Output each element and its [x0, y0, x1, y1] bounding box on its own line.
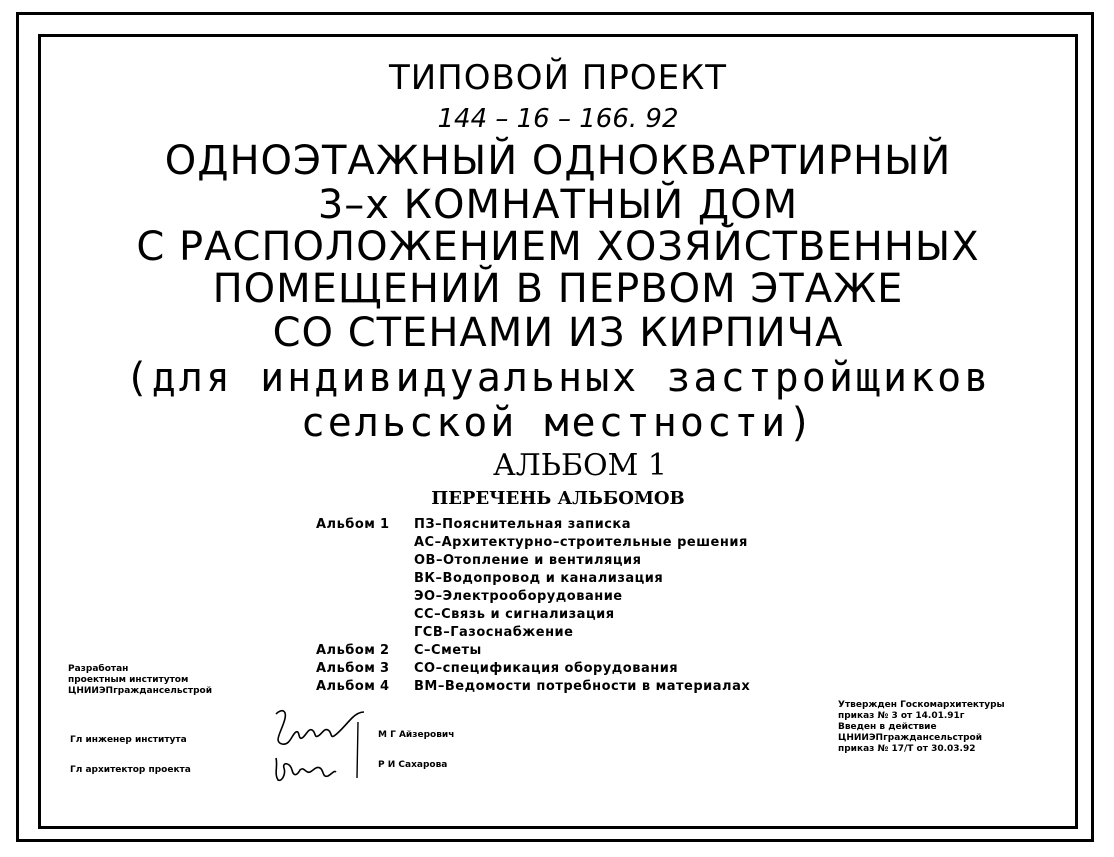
- project-code: 144 – 16 – 166. 92: [437, 104, 679, 134]
- chief-engineer-role: Гл инженер института: [70, 735, 187, 745]
- album-1-item-ss: СС–Связь и сигнализация: [414, 607, 615, 622]
- album-1-item-ov: ОВ–Отопление и вентиляция: [414, 553, 642, 568]
- title-line-1: ОДНОЭТАЖНЫЙ ОДНОКВАРТИРНЫЙ: [164, 138, 952, 184]
- title-line-2: 3–х КОМНАТНЫЙ ДОМ: [317, 182, 799, 228]
- engineer-signature: [268, 704, 368, 750]
- album-4-label: Альбом: [316, 679, 376, 694]
- project-type-heading: ТИПОВОЙ ПРОЕКТ: [388, 58, 728, 98]
- developer-block: [68, 664, 212, 697]
- approval-line-2: приказ № 3 от 14.01.91г: [838, 711, 965, 721]
- album-1-item-vk: ВК–Водопровод и канализация: [414, 571, 664, 586]
- title-line-5: СО СТЕНАМИ ИЗ КИРПИЧА: [272, 310, 844, 356]
- approval-line-5: приказ № 17/Т от 30.03.92: [838, 744, 976, 754]
- album-2-number: 2: [380, 643, 390, 658]
- developer-line-1: Разработан: [68, 664, 129, 674]
- album-1-item-eo: ЭО–Электрооборудование: [414, 589, 623, 604]
- album-1-label: Альбом: [316, 517, 376, 532]
- developer-line-2: проектным институтом: [68, 675, 189, 685]
- album-list-heading: ПЕРЕЧЕНЬ АЛЬБОМОВ: [431, 488, 685, 509]
- approval-line-4: ЦНИИЭПграждансельстрой: [838, 733, 983, 743]
- album-4-number: 4: [380, 679, 390, 694]
- album-1-item-as: АС–Архитектурно–строительные решения: [414, 535, 748, 550]
- chief-architect-name: Р И Сахарова: [378, 760, 448, 770]
- architect-signature: [270, 752, 340, 786]
- title-line-4: ПОМЕЩЕНИЙ В ПЕРВОМ ЭТАЖЕ: [212, 266, 904, 312]
- album-3-number: 3: [380, 661, 390, 676]
- title-line-3: С РАСПОЛОЖЕНИЕМ ХОЗЯЙСТВЕННЫХ: [136, 224, 980, 270]
- developer-line-3: ЦНИИЭПграждансельстрой: [68, 686, 213, 696]
- approval-block: [838, 700, 1005, 755]
- album-3-item: СО–спецификация оборудования: [414, 661, 679, 676]
- chief-engineer-name: М Г Айзерович: [378, 730, 455, 740]
- album-1-number: 1: [380, 517, 390, 532]
- album-1-item-pz: ПЗ–Пояснительная записка: [414, 517, 632, 532]
- album-4-item: ВМ–Ведомости потребности в материалах: [414, 679, 751, 694]
- subtitle-line-2: сельской местности): [300, 400, 816, 446]
- album-1-item-gsv: ГСВ–Газоснабжение: [414, 625, 574, 640]
- album-2-item: С–Сметы: [414, 643, 482, 658]
- album-3-label: Альбом: [316, 661, 376, 676]
- chief-architect-role: Гл архитектор проекта: [70, 765, 191, 775]
- subtitle-line-1: (для индивидуальных застройщиков: [124, 355, 992, 401]
- album-2-label: Альбом: [316, 643, 376, 658]
- signature-divider: [354, 720, 362, 780]
- album-number: АЛЬБОМ 1: [493, 448, 667, 483]
- approval-line-3: Введен в действие: [838, 722, 937, 732]
- approval-line-1: Утвержден Госкомархитектуры: [838, 700, 1005, 710]
